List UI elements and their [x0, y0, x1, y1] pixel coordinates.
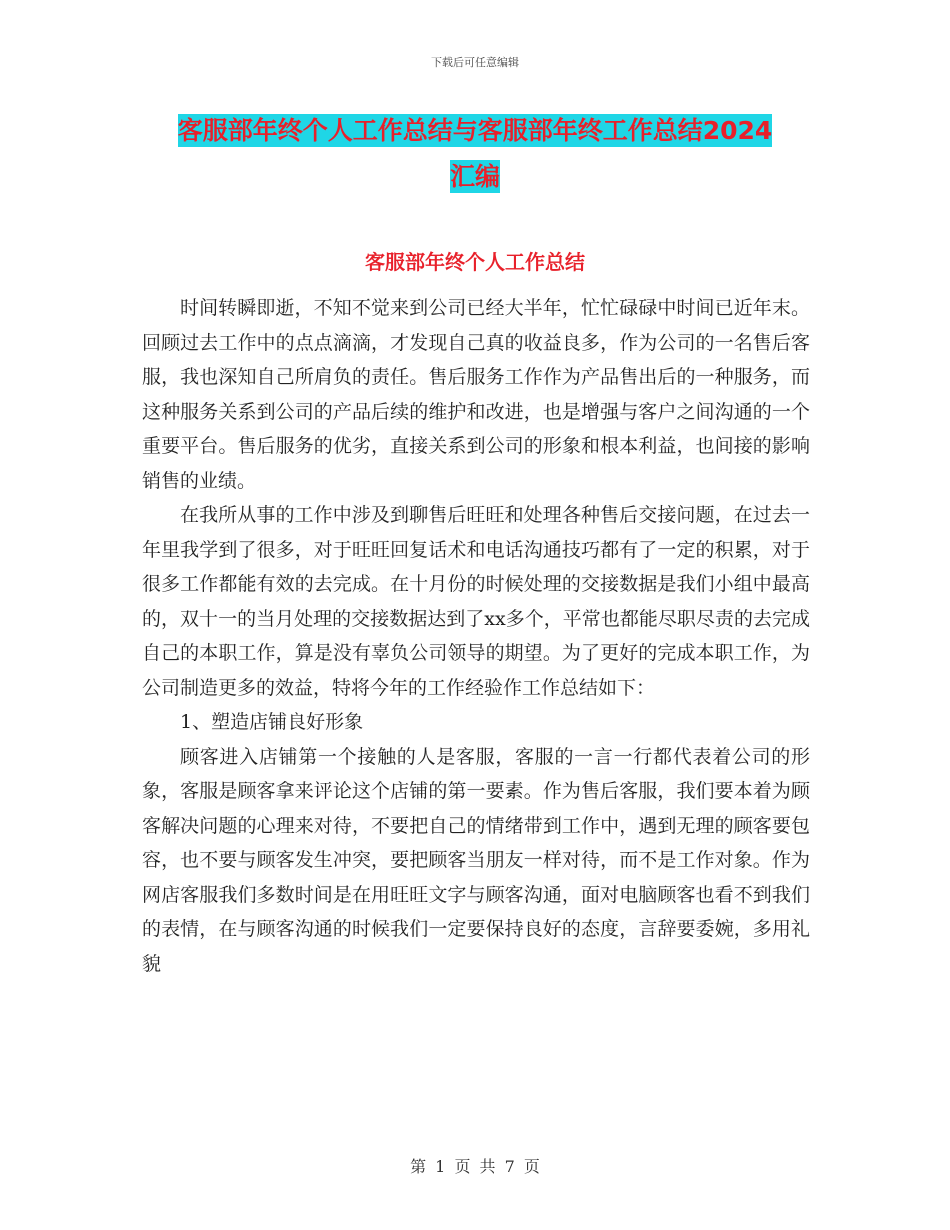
page-number: 第 1 页 共 7 页: [410, 1157, 540, 1176]
header-note: 下载后可任意编辑: [431, 56, 519, 69]
document-title-line-1: 客服部年终个人工作总结与客服部年终工作总结2024: [177, 116, 773, 145]
document-title-line-2: 汇编: [449, 162, 500, 191]
section-title: 客服部年终个人工作总结: [365, 250, 585, 274]
document-title: [140, 108, 810, 200]
paragraph-store-image: 顾客进入店铺第一个接触的人是客服，客服的一言一行都代表着公司的形象，客服是顾客拿来评论这个店铺的第一要素。作为售后客服，我们要本着为顾客解决问题的心理来对待，不要把自己的情绪带到工作中，遇到无理的顾客要包容，也不要与顾客发生冲突，要把顾客当朋友一样对待，而不是工作对象。作为网店客服我们多数时间是在用旺旺文字与顾客沟通，面对电脑顾客也看不到我们的表情，在与顾客沟通的时候我们一定要保持良好的态度，言辞要委婉，多用礼貌: [142, 745, 810, 975]
paragraph-intro: 时间转瞬即逝，不知不觉来到公司已经大半年，忙忙碌碌中时间已近年末。回顾过去工作中的点点滴滴，才发现自己真的收益良多，作为公司的一名售后客服，我也深知自己所肩负的责任。售后服务工作作为产品售出后的一种服务，而这种服务关系到公司的产品后续的维护和改进，也是增强与客户之间沟通的一个重要平台。售后服务的优劣，直接关系到公司的形象和根本利益，也间接的影响销售的业绩。: [142, 297, 810, 492]
body-text: [142, 291, 810, 981]
paragraph-work-summary: 在我所从事的工作中涉及到聊售后旺旺和处理各种售后交接问题，在过去一年里我学到了很多，对于旺旺回复话术和电话沟通技巧都有了一定的积累，对于很多工作都能有效的去完成。在十月份的时候处理的交接数据是我们小组中最高的，双十一的当月处理的交接数据达到了xx多个，平常也都能尽职尽责的去完成自己的本职工作，算是没有辜负公司领导的期望。为了更好的完成本职工作，为公司制造更多的效益，特将今年的工作经验作工作总结如下：: [142, 504, 810, 699]
paragraph-heading-1: 1、塑造店铺良好形象: [180, 711, 364, 733]
